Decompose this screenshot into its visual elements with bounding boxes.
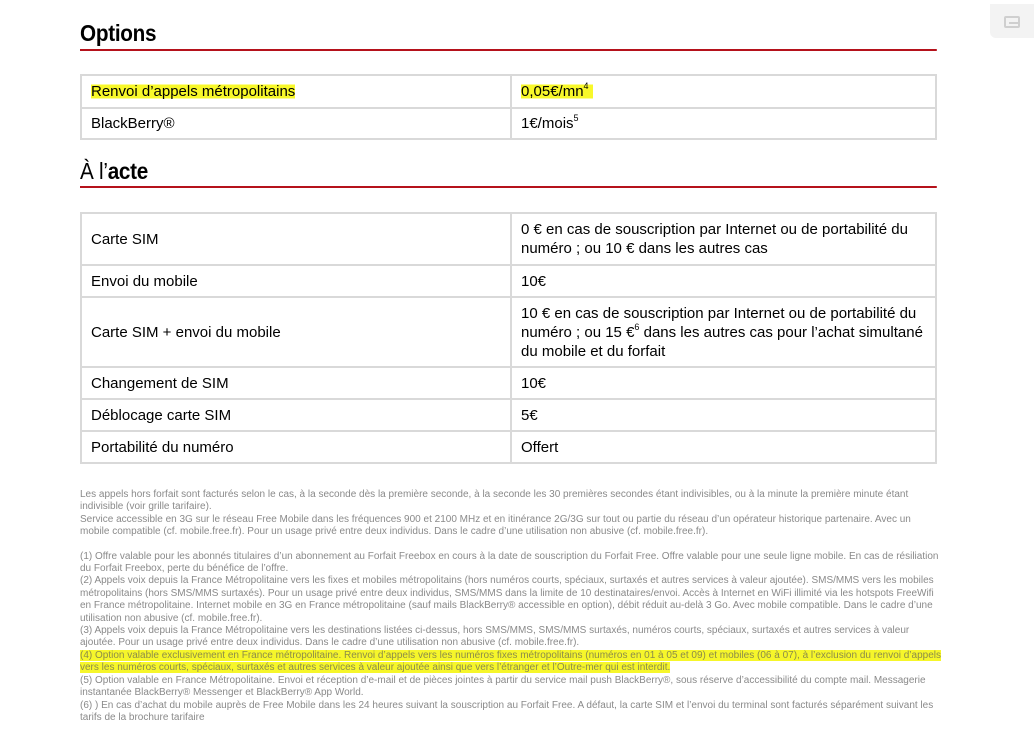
acte-price-cell: 10€ [511,265,936,297]
table-row [81,75,936,108]
footnote-ref: 5 [573,113,579,123]
footnote-ref: 6 [634,321,640,332]
acte-table [80,212,937,464]
footnote-ref: 4 [583,81,589,91]
footnote-4: (4) Option valable exclusivement en France métropolitaine. Renvoi d’appels vers les numéros fixes métropolitains (numéros en 01 à 05 et 09) et mobiles (06 à 07), à l’exclusion du renvoi d’appels vers les numéros courts, spéciaux, surtaxés et autres services à valeur ajoutée ainsi que vers l’étranger et l’Outre-mer qui est interdit. [80,649,942,674]
option-label: BlackBerry® [91,115,175,132]
option-label: Renvoi d’appels métropolitains [91,83,296,100]
footnote-general: Service accessible en 3G sur le réseau Free Mobile dans les fréquences 900 et 2100 MHz et en itinérance 2G/3G sur tout ou partie du réseau d’un opérateur historique partenaire. Avec un mobile compatible (cf. mobile.free.fr). Pour un usage privé entre deux individus. Dans le cadre d’une utilisation non abusive (cf. mobile.free.fr). [80,513,911,538]
footnote-1: (1) Offre valable pour les abonnés titulaires d’un abonnement au Forfait Freebox en cours à la date de souscription du Forfait Free. Offre valable pour une seule ligne mobile. En cas de résiliation du Forfait Freebox, perte du bénéfice de l’offre. [80,550,939,575]
acte-price-cell: Offert [511,431,936,463]
table-row [81,265,936,297]
footnote-3: (3) Appels voix depuis la France Métropolitaine vers les destinations listées ci-dessus, hors SMS/MMS, SMS/MMS surtaxés, numéros courts, spéciaux, surtaxés et autres services à valeur ajoutée. Pour un usage privé entre deux individus. Dans le cadre d’une utilisation non abusive (cf. mobile.free.fr). [80,625,910,649]
footnote-6: (6) ) En cas d’achat du mobile auprès de Free Mobile dans les 24 heures suivant la souscription au Forfait Free. A défaut, la carte SIM et l’envoi du terminal sont facturés séparément suivant les tarifs de la brochure tarifaire [80,699,934,723]
page-corner-widget[interactable] [990,4,1034,38]
acte-price-cell: 10€ [511,367,936,399]
table-row [81,367,936,399]
table-row [81,297,936,367]
acte-label-cell: Envoi du mobile [81,265,511,297]
window-icon [1004,16,1020,28]
option-price-cell [511,108,936,139]
table-row [81,213,936,265]
option-price-cell [511,75,936,108]
acte-price-cell: 0 € en cas de souscription par Internet ou de portabilité du numéro ; ou 10 € dans les autres cas [511,213,936,265]
acte-title: À l’acte [80,158,937,188]
acte-label-cell: Carte SIM + envoi du mobile [81,297,511,367]
acte-label-cell: Carte SIM [81,213,511,265]
option-price: 1€/mois [521,115,574,132]
footnote-general: Les appels hors forfait sont facturés selon le cas, à la seconde dès la première seconde, à la seconde les 30 premières secondes étant indivisibles, ou à la minute la première minute étant indivisible (voir grille tarifaire). [80,489,909,513]
footnote-2: (2) Appels voix depuis la France Métropolitaine vers les fixes et mobiles métropolitains (hors numéros courts, spéciaux, surtaxés et autres services à valeur ajoutée). SMS/MMS vers les mobiles métropolitains (hors SMS/MMS surtaxés). Pour un usage privé entre deux individus, SMS/MMS dans la limite de 10 destinataires/envoi. Accès à Internet en WiFi illimité via les hotspots FreeWifi en France métropolitaine. Internet mobile en 3G en France métropolitaine (sauf mails BlackBerry® accessible en option), débit réduit au-delà 3 Go. Avec mobile compatible. Dans le cadre d’une utilisation non abusive (cf. mobile.free.fr). [80,575,934,624]
table-row [81,108,936,139]
option-label-cell [81,108,511,139]
acte-label-cell: Portabilité du numéro [81,431,511,463]
table-row [81,399,936,431]
acte-label-cell: Changement de SIM [81,367,511,399]
acte-price-cell: 5€ [511,399,936,431]
acte-label-cell: Déblocage carte SIM [81,399,511,431]
option-price: 0,05€/mn [521,83,584,100]
footnote-5: (5) Option valable en France Métropolitaine. Envoi et réception d’e-mail et de pièces jointes à partir du service mail push BlackBerry®, sous réserve d’accessibilité du compte mail. Messagerie instantanée BlackBerry® Messenger et BlackBerry® App World. [80,674,926,699]
table-row [81,431,936,463]
options-table [80,74,937,140]
option-label-cell [81,75,511,108]
acte-price-cell: 10 € en cas de souscription par Internet ou de portabilité du numéro ; ou 15 €$^6$ dans les autres cas pour l’achat simultané du mobile et du forfait [511,297,936,367]
footnotes [80,489,942,724]
options-title: Options [80,20,937,51]
